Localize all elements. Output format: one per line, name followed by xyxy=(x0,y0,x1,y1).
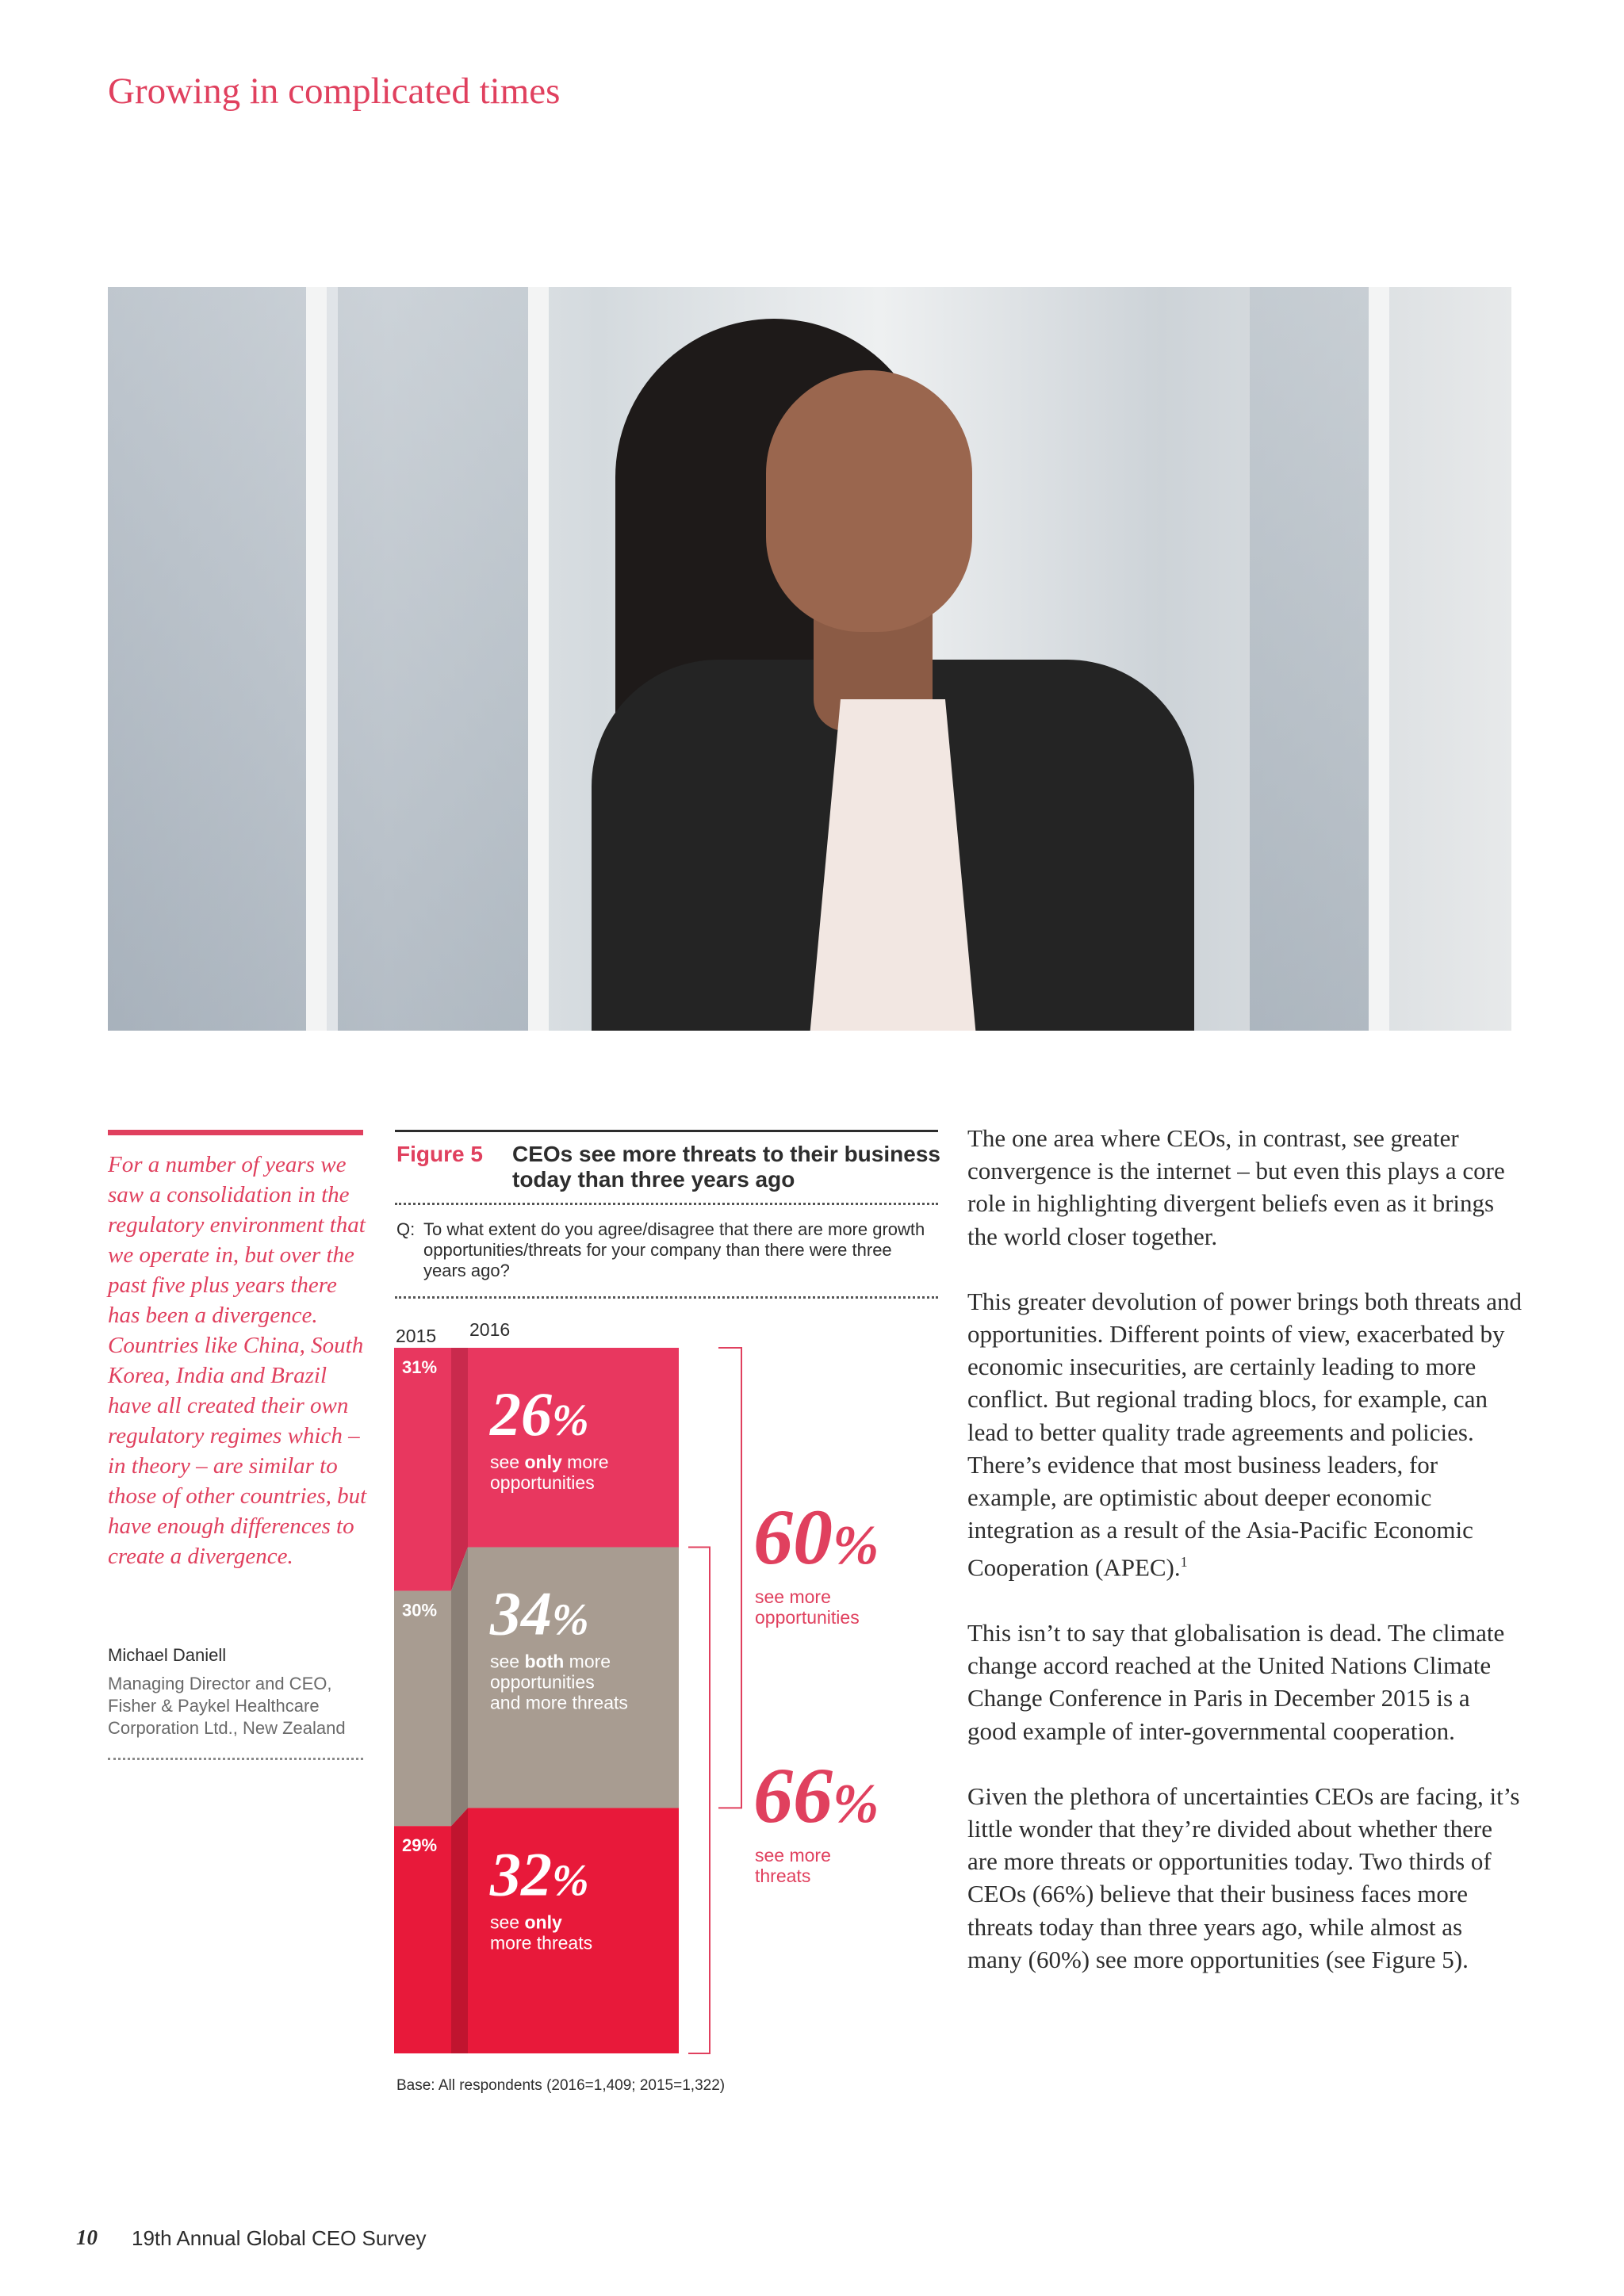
body-paragraph-text: This greater devolution of power brings both threats and opportunities. Different points of view, exacerbated by economic insecurities, are certainly leading to more conflict. But regional trading blocs, for example, can lead to better quality trade agreements and policies. There’s evidence that most business leaders, for example, are optimistic about deeper economic integration as a result of the Asia-Pacific Economic Cooperation (APEC). xyxy=(967,1287,1522,1582)
total-value: 66% xyxy=(753,1751,879,1839)
quote-rule xyxy=(108,1130,363,1135)
figure-base-note: Base: All respondents (2016=1,409; 2015=1,322) xyxy=(396,2077,726,2094)
bar-2016-caption: see only xyxy=(490,1911,562,1933)
figure-title: CEOs see more threats to their business today than three years ago xyxy=(512,1142,940,1192)
footer-title: 19th Annual Global CEO Survey xyxy=(132,2226,427,2250)
pull-quote: For a number of years we saw a consolidation in the regulatory environment that we operate in, but over the past five plus years there has been a divergence. Countries like China, South Korea, India and Brazil have all created their own regulatory regimes which – in theory – are similar to those of other countries, but have enough differences to create a divergence. xyxy=(108,1152,367,1569)
total-caption: threats xyxy=(755,1866,811,1886)
body-paragraph: Given the plethora of uncertainties CEOs are facing, it’s little wonder that they’re divided about whether there are more threats or opportunities today. Two thirds of CEOs (66%) believe that their business faces more threats today than three years ago, while almost as many (60%) see more opportunities (see Figure 5). xyxy=(967,1781,1520,1973)
quote-author-name: Michael Daniell xyxy=(108,1645,227,1665)
bar-2016-caption: see only more xyxy=(490,1452,609,1472)
bar-2015-segment xyxy=(394,1591,451,1827)
bar-2016-caption: opportunities xyxy=(490,1671,595,1693)
bar-2015-segment xyxy=(394,1826,451,2053)
body-text xyxy=(967,1122,1522,2008)
bar-2016-value: 32% xyxy=(490,1839,589,1909)
page-title: Growing in complicated times xyxy=(108,71,561,112)
total-caption: opportunities xyxy=(755,1607,860,1628)
figure-rule xyxy=(395,1130,938,1132)
total-value: 60% xyxy=(753,1493,879,1581)
bar-2016-value: 34% xyxy=(490,1578,589,1648)
figure-question: To what extent do you agree/disagree that there are more growth opportunities/threats for your company than there were three years ago? xyxy=(423,1219,925,1280)
bar-connector-face xyxy=(451,1548,468,1827)
footnote-ref: 1 xyxy=(1180,1554,1188,1571)
figure-divider xyxy=(395,1203,938,1205)
figure-label: Figure 5 xyxy=(396,1142,483,1166)
body-paragraph: This isn’t to say that globalisation is dead. The climate change accord reached at the United Nations Climate Change Conference in Paris in December 2015 is a good example of inter-governmental cooperation. xyxy=(967,1618,1505,1745)
total-caption: see more xyxy=(755,1845,831,1866)
bar-2015-label: 30% xyxy=(402,1600,438,1621)
page-number: 10 xyxy=(76,2225,98,2249)
bar-2016-value: 26% xyxy=(490,1380,589,1448)
bar-2016-caption: and more threats xyxy=(490,1692,628,1713)
threats-bracket xyxy=(688,1548,710,2053)
bar-connector-face xyxy=(451,1808,468,2053)
figure-divider xyxy=(395,1296,938,1299)
quote-author-role: Managing Director and CEO, Fisher & Paykel Healthcare Corporation Ltd., New Zealand xyxy=(108,1674,346,1738)
bar-2016-caption: see both more xyxy=(490,1651,611,1672)
year-label-2015: 2015 xyxy=(396,1326,437,1346)
ceo-portrait-photo xyxy=(108,287,1511,1031)
bar-2016-caption: more threats xyxy=(490,1932,593,1954)
total-caption: see more xyxy=(755,1586,831,1607)
question-prefix: Q: xyxy=(396,1219,416,1239)
opportunities-bracket xyxy=(718,1348,741,1808)
body-paragraph: The one area where CEOs, in contrast, see greater convergence is the internet – but even this plays a core role in highlighting divergent beliefs even as it brings the world closer together. xyxy=(967,1124,1505,1250)
year-label-2016: 2016 xyxy=(469,1319,511,1340)
body-paragraph xyxy=(967,1285,1522,1584)
bar-2015-segment xyxy=(394,1348,451,1591)
bar-2015-label: 31% xyxy=(402,1357,438,1377)
bar-2015-label: 29% xyxy=(402,1835,438,1856)
bar-2016-caption: opportunities xyxy=(490,1472,595,1493)
quote-divider xyxy=(108,1758,363,1760)
